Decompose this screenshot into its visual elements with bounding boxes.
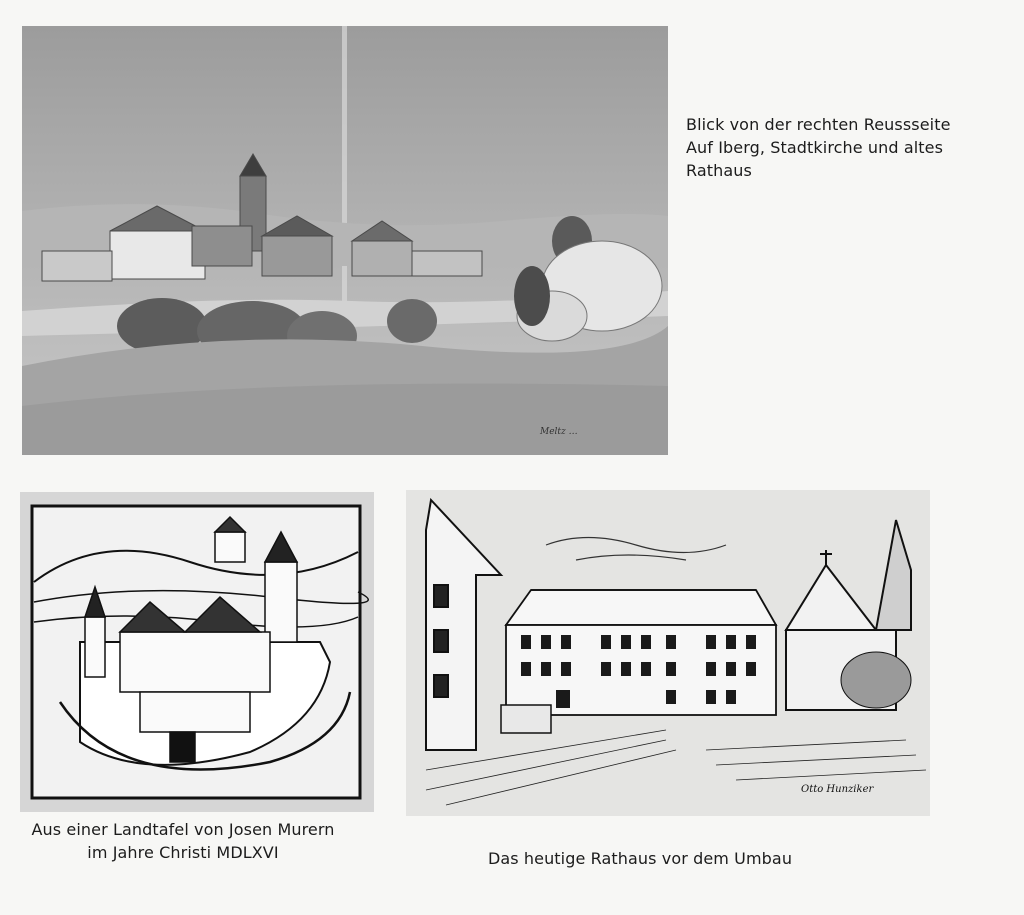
bottom-right-signature: Otto Hunziker xyxy=(801,784,874,795)
caption-bottom-right xyxy=(430,847,850,870)
townhall-drawing xyxy=(406,490,930,816)
cart xyxy=(501,705,551,733)
caption-top-line3: Rathaus xyxy=(686,161,752,180)
town-hall-building xyxy=(506,590,776,715)
caption-bottom-left xyxy=(8,818,358,864)
caption-bl-line2: im Jahre Christi MDLXVI xyxy=(87,843,279,862)
caption-top-right xyxy=(686,113,1006,182)
tree xyxy=(841,652,911,708)
caption-top-line1: Blick von der rechten Reussseite xyxy=(686,115,951,134)
top-signature: Meltz … xyxy=(540,427,578,437)
caption-bl-line1: Aus einer Landtafel von Josen Murern xyxy=(31,820,335,839)
woodcut-illustration xyxy=(20,492,374,812)
landscape-illustration xyxy=(22,26,668,455)
townhall-illustration xyxy=(406,490,930,816)
woodcut-drawing xyxy=(20,492,374,812)
landscape-drawing xyxy=(22,26,668,455)
caption-top-line2: Auf Iberg, Stadtkirche und altes xyxy=(686,138,944,157)
caption-br-line1: Das heutige Rathaus vor dem Umbau xyxy=(487,849,793,868)
